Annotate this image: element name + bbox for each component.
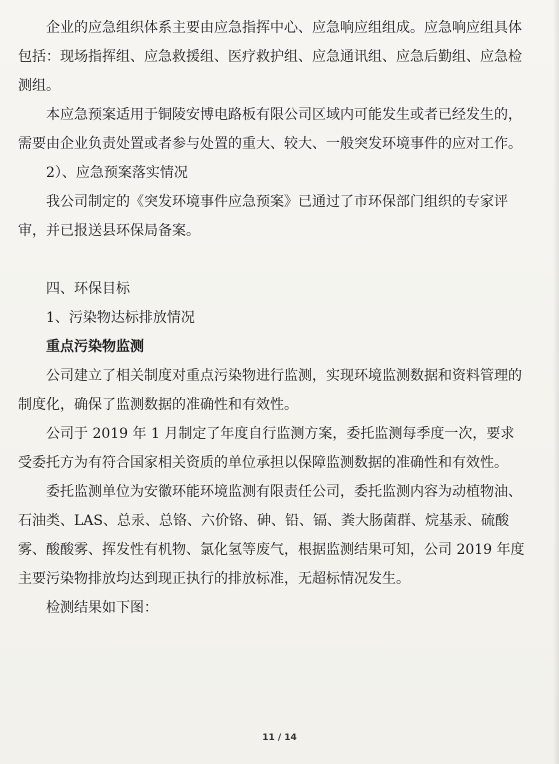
heading-plan-implementation: 2）、应急预案落实情况 [46,165,188,181]
paragraph-plan-filing: 我公司制定的《突发环境事件应急预案》已通过了市环保部门组织的专家评审，并已报送县环保局备案。 [18,194,508,239]
paragraph-monitoring-contractor: 委托监测单位为安徽环能环境监测有限责任公司，委托监测内容为动植物油、石油类、LAS、总汞、总铬、六价铬、砷、铅、镉、粪大肠菌群、烷基汞、硫酸雾、酸酸雾、挥发性有机物、氯化氢等废气，根据监测结果可知，公司 2019 年度主要污染物排放均达到现正执行的排放标准，无超标情况发生。 [18,484,525,587]
heading-pollutant-discharge: 1、污染物达标排放情况 [46,310,195,326]
paragraph-monitoring-plan: 公司于 2019 年 1 月制定了年度自行监测方案，委托监测每季度一次，要求受委托方为有符合国家相关资质的单位承担以保障监测数据的准确性和有效性。 [18,426,515,471]
document-body [18,14,528,623]
paragraph-emergency-organization: 企业的应急组织体系主要由应急指挥中心、应急响应组组成。应急响应组具体包括：现场指挥组、应急救援组、医疗救护组、应急通讯组、应急后勤组、应急检测组。 [18,20,522,94]
paragraph-plan-scope: 本应急预案适用于铜陵安博电路板有限公司区域内可能发生或者已经发生的，需要由企业负责处置或者参与处置的重大、较大、一般突发环境事件的应对工作。 [18,107,522,152]
paragraph-results-intro: 检测结果如下图： [46,600,158,616]
heading-environmental-goals: 四、环保目标 [46,281,130,297]
blank-line [18,246,528,275]
heading-key-pollutant-monitoring: 重点污染物监测 [46,339,144,355]
page-number: 11 / 14 [262,733,297,743]
paragraph-monitoring-system: 公司建立了相关制度对重点污染物进行监测，实现环境监测数据和资料管理的制度化，确保了监测数据的准确性和有效性。 [18,368,522,413]
page-edge-shadow [553,0,559,764]
